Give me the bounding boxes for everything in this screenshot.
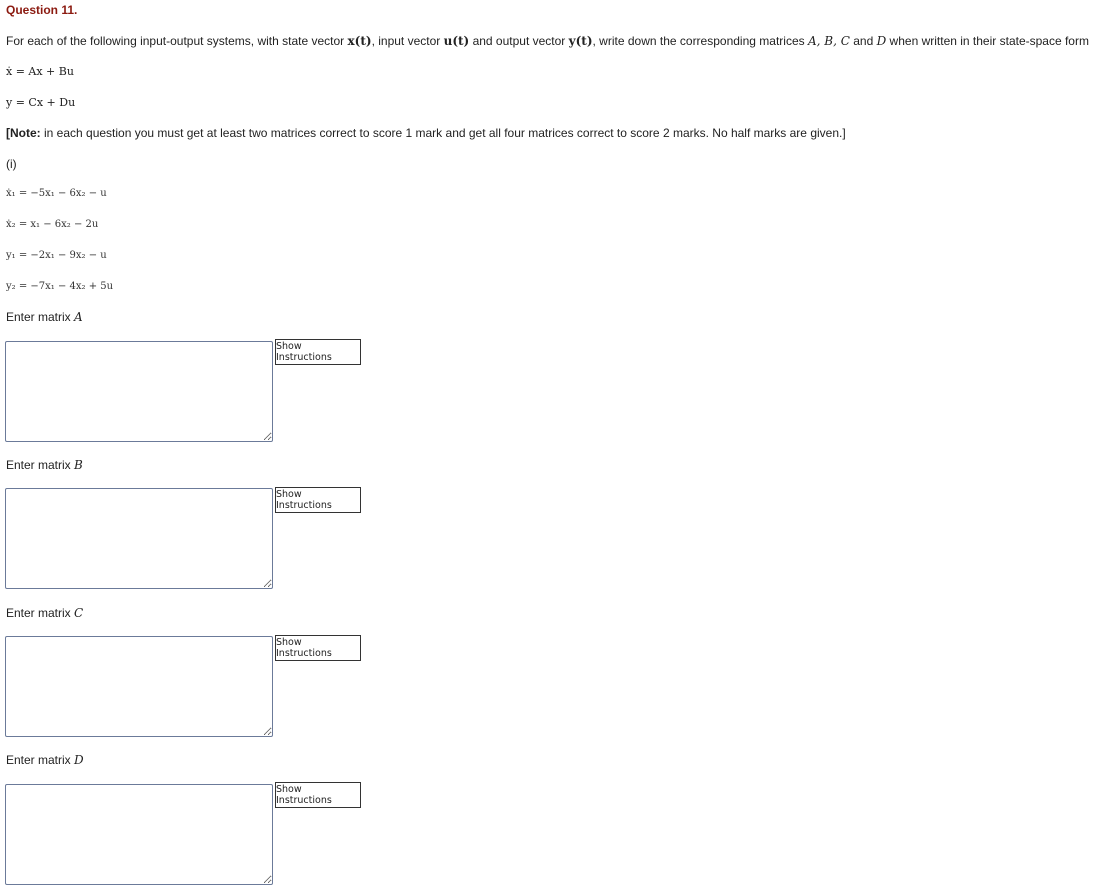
matrix-d-input[interactable] <box>5 784 273 885</box>
matrix-symbol: C <box>74 606 84 620</box>
question-intro <box>6 34 1089 48</box>
system-equation-1: ẋ₁ = −5x₁ − 6x₂ − u <box>6 188 107 199</box>
intro-text: , input vector <box>371 34 444 48</box>
show-instructions-button-b[interactable]: Show Instructions <box>275 487 361 513</box>
note-label: [Note: <box>6 126 41 140</box>
output-equation: y = Cx + Du <box>6 96 76 109</box>
show-instructions-button-d[interactable]: Show Instructions <box>275 782 361 808</box>
label-text: Enter matrix <box>6 310 75 324</box>
show-instructions-button-a[interactable]: Show Instructions <box>275 339 361 365</box>
part-label: (i) <box>6 157 17 171</box>
note-text: in each question you must get at least two matrices correct to score 1 mark and get all four matrices correct to score 2 marks. No half marks are given.] <box>40 126 846 140</box>
intro-text: and <box>849 34 877 48</box>
state-equation: ẋ = Ax + Bu <box>6 65 74 78</box>
matrix-a-label <box>6 310 83 324</box>
label-text: Enter matrix <box>6 753 75 767</box>
matrix-a-input[interactable] <box>5 341 273 442</box>
matrix-symbol: A <box>74 310 83 324</box>
input-vector-symbol: u(t) <box>443 34 470 48</box>
system-equation-3: y₁ = −2x₁ − 9x₂ − u <box>6 250 107 261</box>
matrix-symbol-d: D <box>876 34 887 48</box>
intro-text: , write down the corresponding matrices <box>592 34 808 48</box>
matrix-symbol: B <box>74 458 83 472</box>
output-vector-symbol: y(t) <box>568 34 593 48</box>
label-text: Enter matrix <box>6 606 75 620</box>
system-equation-4: y₂ = −7x₁ − 4x₂ + 5u <box>6 281 114 292</box>
intro-text: when written in their state-space form <box>886 34 1089 48</box>
matrix-symbols: A, B, C <box>807 34 850 48</box>
intro-text: and output vector <box>469 34 569 48</box>
show-instructions-button-c[interactable]: Show Instructions <box>275 635 361 661</box>
scoring-note <box>6 126 846 140</box>
state-vector-symbol: x(t) <box>347 34 372 48</box>
intro-text: For each of the following input-output systems, with state vector <box>6 34 348 48</box>
matrix-b-label <box>6 458 83 472</box>
question-title: Question 11. <box>6 3 78 17</box>
matrix-d-label <box>6 753 84 767</box>
matrix-c-label <box>6 606 83 620</box>
matrix-b-input[interactable] <box>5 488 273 589</box>
system-equation-2: ẋ₂ = x₁ − 6x₂ − 2u <box>6 219 99 230</box>
label-text: Enter matrix <box>6 458 75 472</box>
matrix-symbol: D <box>74 753 84 767</box>
matrix-c-input[interactable] <box>5 636 273 737</box>
